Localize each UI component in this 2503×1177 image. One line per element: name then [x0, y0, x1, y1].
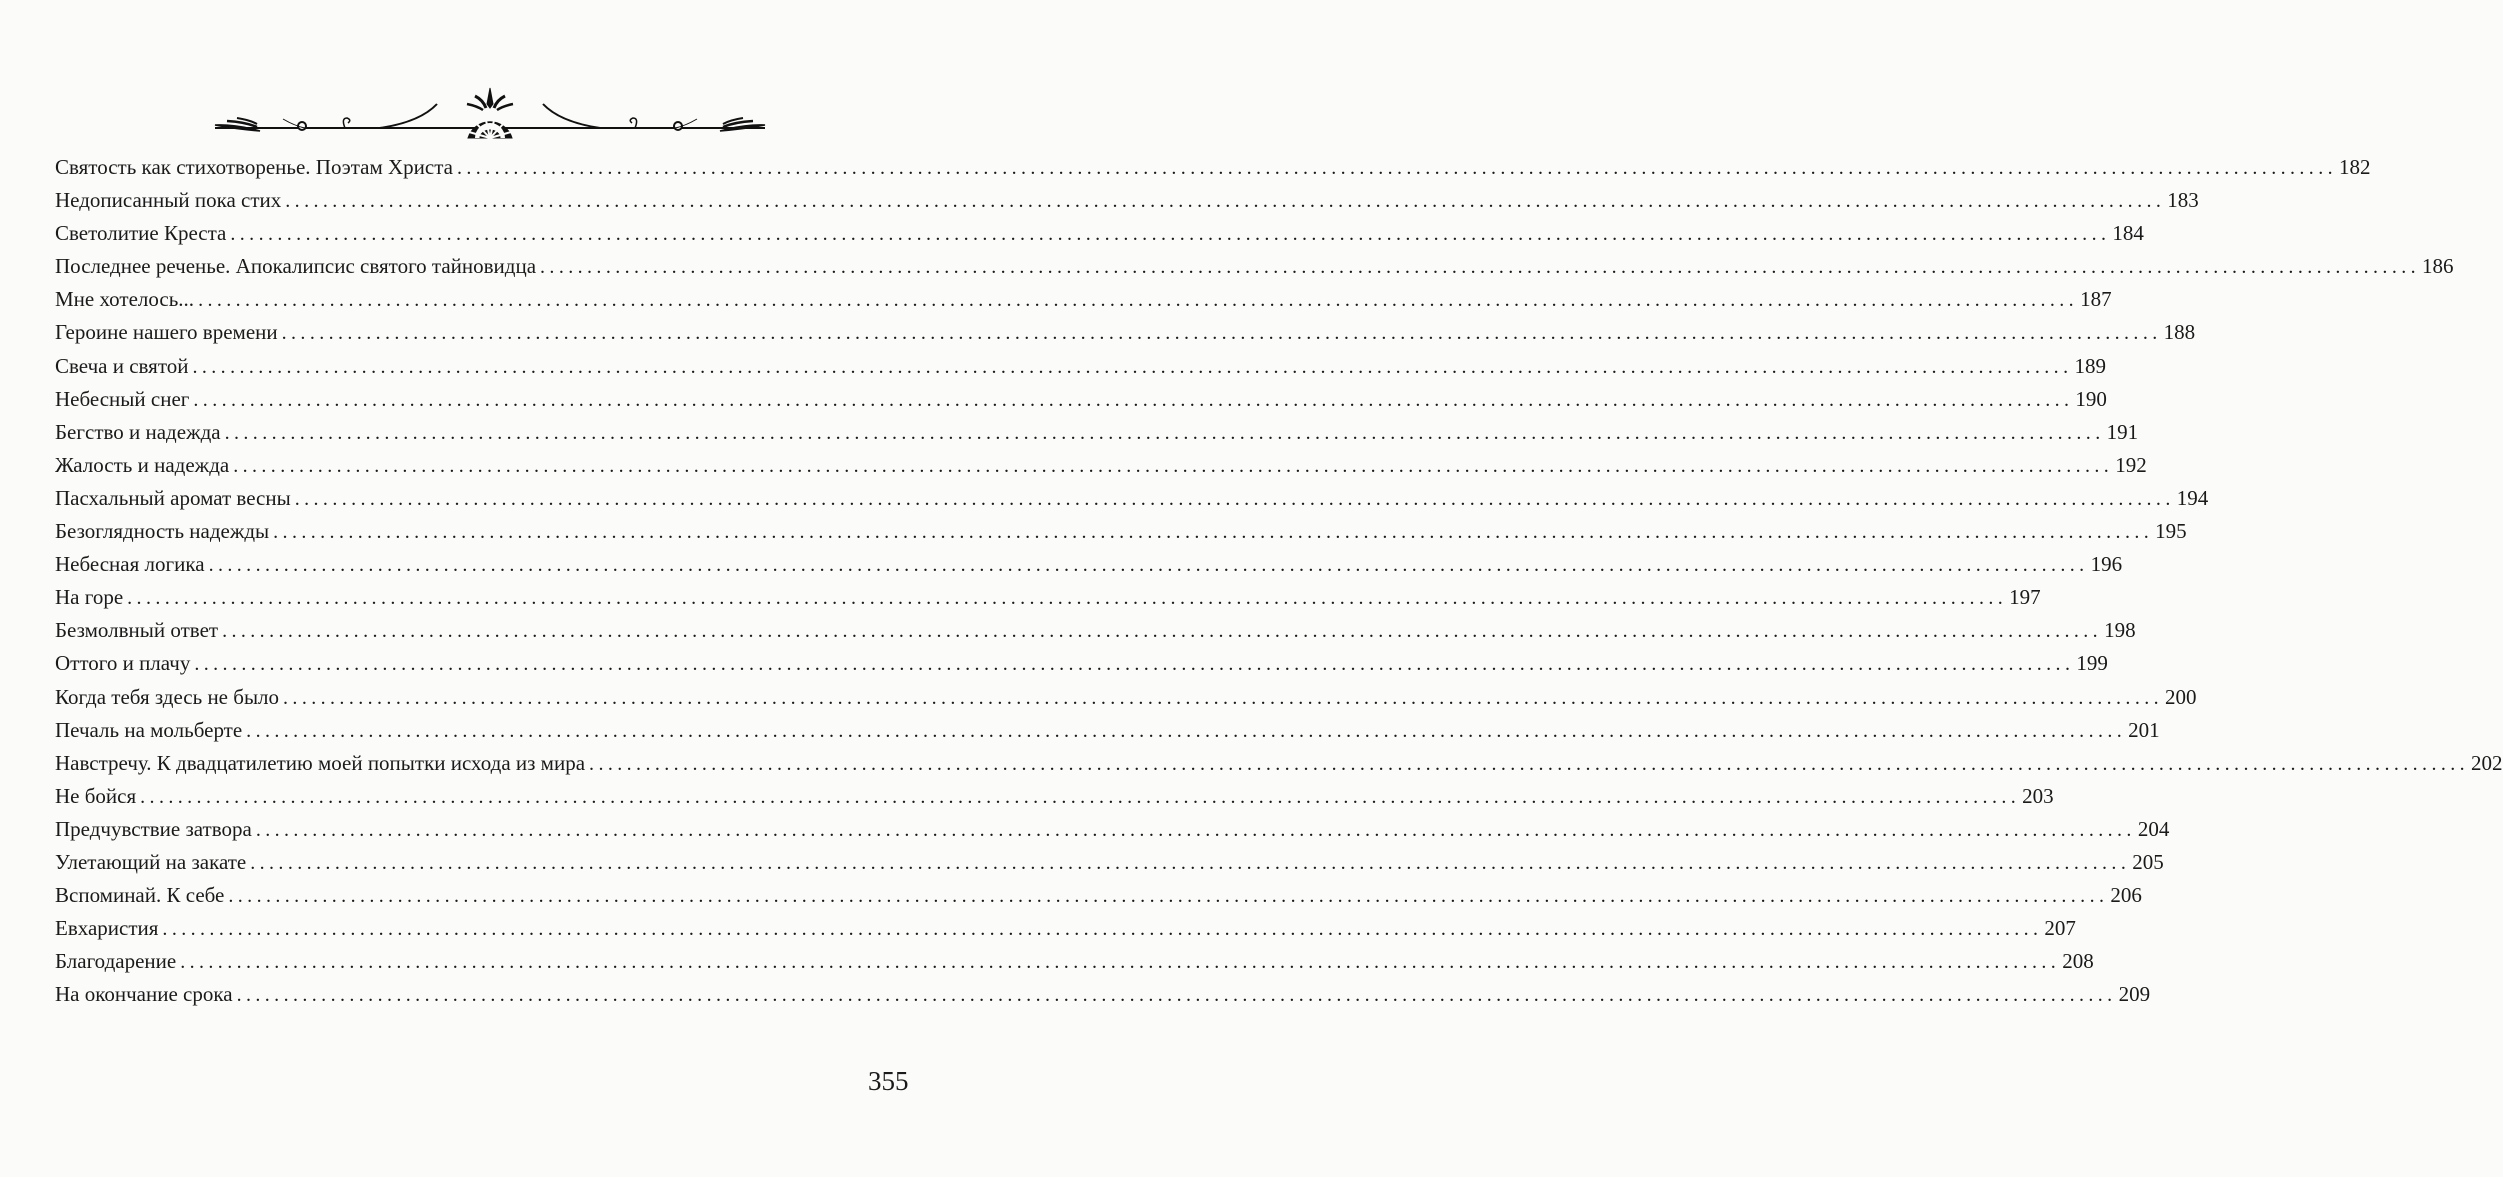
toc-entry-title: Благодарение	[55, 949, 177, 974]
toc-entry-title: Когда тебя здесь не было	[55, 684, 280, 709]
dot-leader: ........................................................................................................................................................................................................	[233, 454, 2114, 477]
toc-entry	[55, 614, 2136, 647]
toc-entry-page: 186	[2422, 254, 2454, 279]
toc-entry-page: 182	[2339, 155, 2371, 179]
dot-leader: ........................................................................................................................................................................................................	[180, 951, 2061, 974]
dot-leader: ........................................................................................................................................................................................................	[228, 885, 2109, 908]
toc-entry-title: Предчувствие затвора	[55, 816, 252, 841]
toc-entry-page: 205	[2132, 849, 2164, 874]
toc-entry	[55, 184, 2199, 217]
toc-entry	[55, 945, 2094, 978]
toc-entry-page: 207	[2044, 916, 2076, 941]
dot-leader: ........................................................................................................................................................................................................	[246, 719, 2127, 742]
toc-entry-page: 190	[2075, 386, 2107, 411]
toc-entry	[55, 151, 2371, 184]
toc-entry	[55, 581, 2041, 614]
toc-entry-page: 206	[2110, 883, 2142, 908]
toc-entry-page: 183	[2167, 188, 2199, 213]
dot-leader: ........................................................................................................................................................................................................	[294, 487, 2175, 510]
dot-leader: ........................................................................................................................................................................................................	[224, 421, 2105, 444]
dot-leader: ........................................................................................................................................................................................................	[285, 190, 2166, 213]
toc-entry-page: 184	[2112, 221, 2144, 246]
toc-entry-page: 191	[2106, 419, 2139, 444]
toc-entry-page: 196	[2090, 552, 2123, 577]
toc-entry-page: 194	[2176, 485, 2209, 510]
dot-leader: ........................................................................................................................................................................................................	[194, 653, 2075, 676]
dot-leader: ........................................................................................................................................................................................................	[162, 918, 2043, 941]
toc-entry-title: Улетающий на закате	[55, 849, 247, 874]
toc-entry	[55, 283, 2112, 316]
toc-entry-title: Навстречу. К двадцатилетию моей попытки исхода из мира	[55, 750, 586, 775]
dot-leader: ........................................................................................................................................................................................................	[273, 521, 2154, 544]
toc-entry-page: 198	[2104, 618, 2136, 643]
dot-leader: ........................................................................................................................................................................................................	[222, 620, 2103, 643]
dot-leader: ........................................................................................................................................................................................................	[193, 388, 2074, 411]
dot-leader: ........................................................................................................................................................................................................	[283, 686, 2164, 709]
toc-entry-page: 189	[2074, 353, 2106, 378]
toc-entry-page: 204	[2137, 816, 2170, 841]
dot-leader: ........................................................................................................................................................................................................	[457, 157, 2337, 179]
toc-entry-title: Бегство и надежда	[55, 419, 221, 444]
dot-leader: ........................................................................................................................................................................................................	[589, 752, 2470, 775]
toc-entry-title: На окончание срока	[55, 982, 233, 1007]
toc-entry-title: Не бойся	[55, 783, 137, 808]
toc-entry-title: На горе	[55, 585, 124, 610]
toc-entry	[55, 482, 2209, 515]
toc-entry-title: Мне хотелось...	[55, 287, 195, 312]
toc-entry-title: Жалость и надежда	[55, 452, 230, 477]
toc-entry	[55, 350, 2106, 383]
toc-entry	[55, 681, 2197, 714]
toc-entry-title: Небесная логика	[55, 552, 205, 577]
decorative-ornament-icon	[205, 84, 775, 144]
toc-entry	[55, 416, 2139, 449]
page-number: 355	[868, 1066, 909, 1096]
toc-entry-page: 192	[2115, 452, 2147, 477]
table-of-contents	[55, 151, 2503, 1011]
toc-entry	[55, 647, 2108, 680]
toc-entry-title: Светолитие Креста	[55, 221, 227, 246]
toc-entry-title: Небесный снег	[55, 386, 190, 411]
toc-entry	[55, 747, 2503, 780]
toc-entry	[55, 316, 2196, 349]
dot-leader: ........................................................................................................................................................................................................	[127, 587, 2008, 610]
toc-entry	[55, 912, 2076, 945]
toc-entry	[55, 515, 2187, 548]
dot-leader: ........................................................................................................................................................................................................	[230, 223, 2111, 246]
toc-entry-title: Печаль на мольберте	[55, 717, 243, 742]
toc-entry-title: Недописанный пока стих	[55, 188, 282, 213]
toc-entry-page: 208	[2062, 949, 2094, 974]
toc-entry-title: Оттого и плачу	[55, 651, 191, 676]
dot-leader: ........................................................................................................................................................................................................	[255, 818, 2136, 841]
toc-entry-page: 203	[2022, 783, 2054, 808]
toc-entry	[55, 978, 2151, 1011]
toc-entry-page: 197	[2009, 585, 2041, 610]
toc-entry	[55, 449, 2147, 482]
toc-entry-title: Вспоминай. К себе	[55, 883, 225, 908]
toc-entry-title: Евхаристия	[55, 916, 159, 941]
toc-entry-title: Героине нашего времени	[55, 320, 278, 345]
toc-entry-page: 200	[2165, 684, 2197, 709]
toc-entry	[55, 780, 2054, 813]
toc-entry-title: Безмолвный ответ	[55, 618, 219, 643]
dot-leader: ........................................................................................................................................................................................................	[250, 851, 2131, 874]
toc-entry	[55, 383, 2107, 416]
toc-entry-title: Свеча и святой	[55, 353, 189, 378]
toc-entry-title: Безоглядность надежды	[55, 519, 270, 544]
dot-leader: ........................................................................................................................................................................................................	[236, 984, 2117, 1007]
dot-leader: ........................................................................................................................................................................................................	[198, 289, 2079, 312]
toc-entry	[55, 813, 2170, 846]
toc-entry-title: Последнее реченье. Апокалипсис святого тайновидца	[55, 254, 537, 279]
toc-entry	[55, 879, 2142, 912]
toc-entry	[55, 217, 2144, 250]
toc-entry-page: 209	[2118, 982, 2151, 1007]
toc-entry-page: 187	[2080, 287, 2112, 312]
toc-entry-page: 202	[2471, 750, 2503, 775]
dot-leader: ........................................................................................................................................................................................................	[192, 355, 2073, 378]
dot-leader: ........................................................................................................................................................................................................	[140, 785, 2021, 808]
dot-leader: ........................................................................................................................................................................................................	[281, 322, 2162, 345]
toc-entry-title: Святость как стихотворенье. Поэтам Христа	[55, 155, 453, 179]
toc-entry-page: 201	[2128, 717, 2160, 742]
toc-entry-page: 195	[2155, 519, 2187, 544]
toc-entry	[55, 846, 2164, 879]
dot-leader: ........................................................................................................................................................................................................	[208, 554, 2089, 577]
toc-entry-page: 188	[2163, 320, 2196, 345]
toc-entry	[55, 714, 2160, 747]
toc-entry	[55, 250, 2454, 283]
toc-entry	[55, 548, 2123, 581]
toc-entry-page: 199	[2076, 651, 2108, 676]
dot-leader: ........................................................................................................................................................................................................	[540, 256, 2421, 279]
toc-entry-title: Пасхальный аромат весны	[55, 485, 291, 510]
